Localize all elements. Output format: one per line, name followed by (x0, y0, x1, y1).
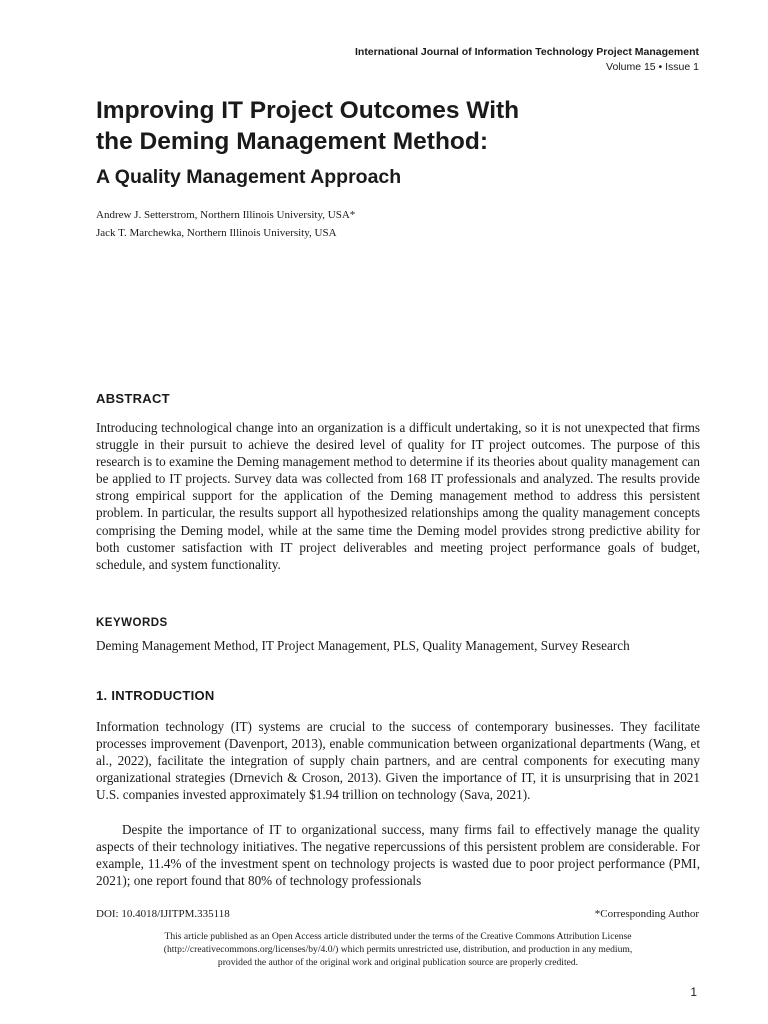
running-header (355, 45, 699, 75)
corresponding-author-note: *Corresponding Author (594, 908, 699, 920)
introduction-heading: 1. INTRODUCTION (96, 688, 215, 703)
journal-name: International Journal of Information Technology Project Management (354, 46, 699, 58)
introduction-paragraph-1: Information technology (IT) systems are crucial to the success of contemporary businesses. They facilitate processes improvement (Davenport, 2013), enable communication between organizational departments (Wang, et al., 2022), facilitate the integration of supply chain partners, and are central components for executing many organizational strategies (Drnevich & Croson, 2013). Given the importance of IT, it is unsurprising that in 2021 U.S. companies invested approximately $1.94 trillion on technology (Sava, 2021). (96, 719, 700, 803)
title-line-2: the Deming Management Method: (96, 128, 489, 155)
license-notice (96, 930, 700, 969)
keywords-text: Deming Management Method, IT Project Management, PLS, Quality Management, Survey Research (96, 638, 630, 653)
license-line-1: This article published as an Open Access article distributed under the terms of the Creative Commons Attribution License (164, 931, 632, 942)
volume-issue: Volume 15 • Issue 1 (606, 61, 699, 73)
keywords-heading: KEYWORDS (96, 617, 168, 629)
article-title (96, 95, 696, 157)
abstract-text: Introducing technological change into an organization is a difficult undertaking, so it is not unexpected that firms struggle in their pursuit to achieve the desired level of quality for IT project outcomes. The purpose of this research is to examine the Deming management method to determine if its theories about quality management can be applied to IT projects. Survey data was collected from 168 IT professionals and analyzed. The results provide strong empirical support for the application of the Deming management method to address this persistent problem. In particular, the results support all hypothesized relationships among the quality management concepts comprising the Deming model, while at the same time the Deming model provides strong predictive ability for both customer satisfaction with IT project deliverables and meeting project performance goals of budget, schedule, and system functionality. (96, 420, 700, 572)
license-line-2: (http://creativecommons.org/licenses/by/4.0/) which permits unrestricted use, distribution, and production in any medium, (163, 944, 633, 955)
author-2: Jack T. Marchewka, Northern Illinois University, USA (96, 227, 337, 239)
article-subtitle: A Quality Management Approach (96, 166, 402, 188)
author-1: Andrew J. Setterstrom, Northern Illinois University, USA* (96, 209, 356, 221)
page-number: 1 (690, 985, 697, 999)
title-line-1: Improving IT Project Outcomes With (96, 97, 520, 124)
license-line-3: provided the author of the original work and original publication source are properly credited. (217, 957, 579, 968)
abstract-heading: ABSTRACT (96, 391, 170, 406)
introduction-paragraph-2: Despite the importance of IT to organizational success, many firms fail to effectively manage the quality aspects of their technology initiatives. The negative repercussions of this persistent problem are considerable. For example, 11.4% of the investment spent on technology projects is wasted due to poor project performance (PMI, 2021); one report found that 80% of technology professionals (96, 822, 700, 889)
doi-text: DOI: 10.4018/IJITPM.335118 (96, 908, 230, 920)
author-list (96, 206, 355, 242)
